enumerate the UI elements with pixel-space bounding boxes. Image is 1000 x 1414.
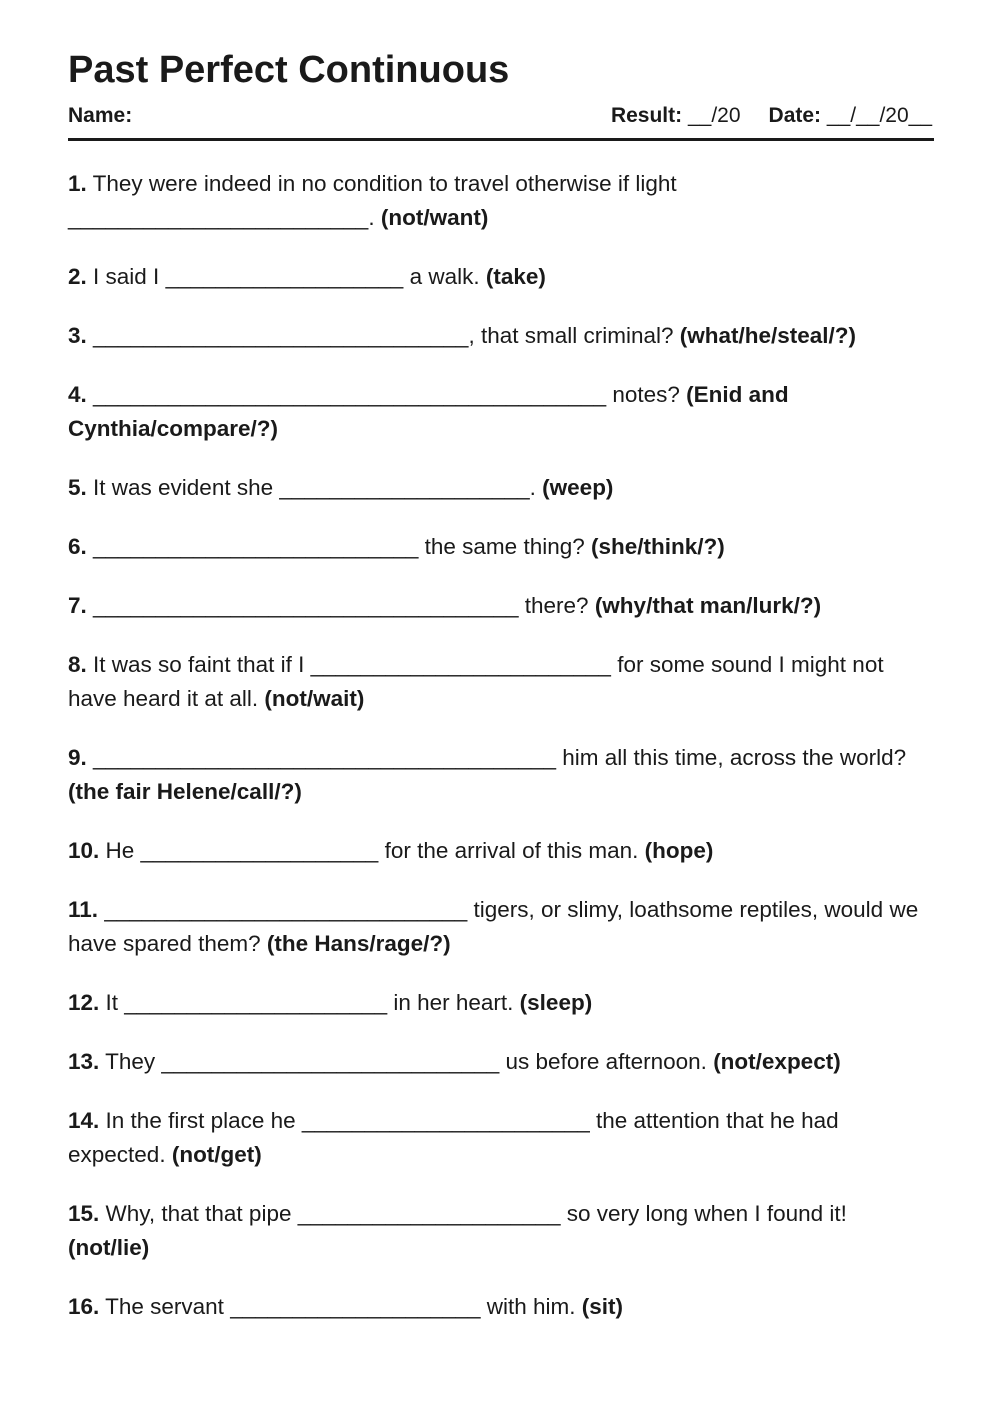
verb-hint: (not/lie) bbox=[68, 1235, 150, 1260]
question-number: 1. bbox=[68, 171, 87, 196]
question-text-after: notes? bbox=[606, 382, 687, 407]
question-item bbox=[68, 530, 934, 564]
answer-blank: __________________________ bbox=[93, 534, 419, 559]
question-text-after: . bbox=[529, 475, 543, 500]
answer-blank: ________________________ bbox=[68, 205, 369, 230]
question-text-after: the attention that he had expected. bbox=[68, 1108, 839, 1167]
answer-blank: ____________________ bbox=[279, 475, 530, 500]
question-text-after: there? bbox=[518, 593, 595, 618]
question-item bbox=[68, 471, 934, 505]
verb-hint: (weep) bbox=[542, 475, 614, 500]
date-value: __/__/20__ bbox=[826, 104, 932, 127]
question-text-after: with him. bbox=[480, 1294, 582, 1319]
verb-hint: (she/think/?) bbox=[591, 534, 725, 559]
question-text-before: In the first place he bbox=[99, 1108, 302, 1133]
question-item bbox=[68, 1045, 934, 1079]
answer-blank: ______________________________ bbox=[93, 323, 469, 348]
verb-hint: (the Hans/rage/?) bbox=[266, 931, 451, 956]
question-text-after: so very long when I found it! bbox=[560, 1201, 847, 1226]
question-item bbox=[68, 260, 934, 294]
question-number: 16. bbox=[68, 1294, 100, 1319]
answer-blank: ___________________________ bbox=[161, 1049, 500, 1074]
verb-hint: (not/wait) bbox=[264, 686, 365, 711]
header-divider bbox=[68, 138, 934, 141]
verb-hint: (hope) bbox=[644, 838, 714, 863]
question-text-after: the same thing? bbox=[418, 534, 591, 559]
answer-blank: _____________________________ bbox=[104, 897, 468, 922]
answer-blank: ____________________ bbox=[230, 1294, 481, 1319]
question-text-before: He bbox=[99, 838, 141, 863]
answer-blank: _________________________________________ bbox=[93, 382, 607, 407]
result-value: __/20 bbox=[687, 104, 741, 127]
verb-hint: (why/that man/lurk/?) bbox=[594, 593, 822, 618]
question-text-after: a walk. bbox=[403, 264, 486, 289]
question-number: 15. bbox=[68, 1201, 100, 1226]
answer-blank: _____________________________________ bbox=[93, 745, 557, 770]
question-item bbox=[68, 167, 934, 235]
question-text-after: for some sound I might not have heard it at all. bbox=[68, 652, 884, 711]
date-label: Date: bbox=[768, 104, 822, 127]
answer-blank: _______________________ bbox=[301, 1108, 590, 1133]
question-number: 10. bbox=[68, 838, 100, 863]
question-item bbox=[68, 986, 934, 1020]
verb-hint: (sit) bbox=[581, 1294, 623, 1319]
question-number: 14. bbox=[68, 1108, 100, 1133]
question-number: 13. bbox=[68, 1049, 100, 1074]
question-text-after: for the arrival of this man. bbox=[378, 838, 645, 863]
question-number: 7. bbox=[68, 593, 87, 618]
question-number: 5. bbox=[68, 475, 87, 500]
question-text-before: It was so faint that if I bbox=[86, 652, 311, 677]
answer-blank: _____________________ bbox=[124, 990, 388, 1015]
question-text-after: , that small criminal? bbox=[468, 323, 680, 348]
verb-hint: (take) bbox=[485, 264, 546, 289]
verb-hint: (not/want) bbox=[380, 205, 489, 230]
question-item bbox=[68, 589, 934, 623]
question-text-before: It was evident she bbox=[86, 475, 280, 500]
verb-hint: (sleep) bbox=[519, 990, 593, 1015]
question-number: 9. bbox=[68, 745, 87, 770]
question-text-before: I said I bbox=[86, 264, 166, 289]
question-list bbox=[68, 167, 934, 1349]
question-item bbox=[68, 1197, 934, 1265]
question-item bbox=[68, 893, 934, 961]
question-number: 12. bbox=[68, 990, 100, 1015]
answer-blank: ___________________ bbox=[165, 264, 404, 289]
question-text-before: The servant bbox=[99, 1294, 231, 1319]
question-number: 11. bbox=[68, 897, 99, 922]
question-text-before: It bbox=[99, 990, 125, 1015]
answer-blank: ___________________ bbox=[140, 838, 379, 863]
question-item bbox=[68, 1104, 934, 1172]
question-item bbox=[68, 378, 934, 446]
verb-hint: (not/get) bbox=[171, 1142, 262, 1167]
answer-blank: _____________________ bbox=[297, 1201, 561, 1226]
worksheet-header bbox=[68, 102, 934, 130]
question-item bbox=[68, 319, 934, 353]
question-number: 3. bbox=[68, 323, 87, 348]
question-text-before: They bbox=[99, 1049, 162, 1074]
page-title: Past Perfect Continuous bbox=[68, 49, 510, 91]
question-text-after: . bbox=[368, 205, 381, 230]
question-text-before: Why, that that pipe bbox=[99, 1201, 298, 1226]
verb-hint: (the fair Helene/call/?) bbox=[68, 779, 302, 804]
answer-blank: ________________________ bbox=[310, 652, 611, 677]
question-text-after: him all this time, across the world? bbox=[556, 745, 907, 770]
question-text-before: They were indeed in no condition to travel otherwise if light bbox=[86, 171, 677, 196]
question-number: 2. bbox=[68, 264, 87, 289]
question-item bbox=[68, 648, 934, 716]
name-label: Name: bbox=[68, 104, 133, 127]
result-date-group bbox=[611, 102, 932, 130]
question-text-after: us before afternoon. bbox=[499, 1049, 714, 1074]
answer-blank: __________________________________ bbox=[93, 593, 519, 618]
question-item bbox=[68, 741, 934, 809]
question-number: 8. bbox=[68, 652, 87, 677]
question-item bbox=[68, 834, 934, 868]
verb-hint: (Enid and Cynthia/compare/?) bbox=[68, 382, 789, 441]
question-item bbox=[68, 1290, 934, 1324]
verb-hint: (not/expect) bbox=[713, 1049, 841, 1074]
verb-hint: (what/he/steal/?) bbox=[679, 323, 857, 348]
question-number: 4. bbox=[68, 382, 87, 407]
question-number: 6. bbox=[68, 534, 87, 559]
question-text-after: in her heart. bbox=[387, 990, 520, 1015]
result-label: Result: bbox=[610, 104, 683, 127]
question-text-after: tigers, or slimy, loathsome reptiles, would we have spared them? bbox=[68, 897, 919, 956]
